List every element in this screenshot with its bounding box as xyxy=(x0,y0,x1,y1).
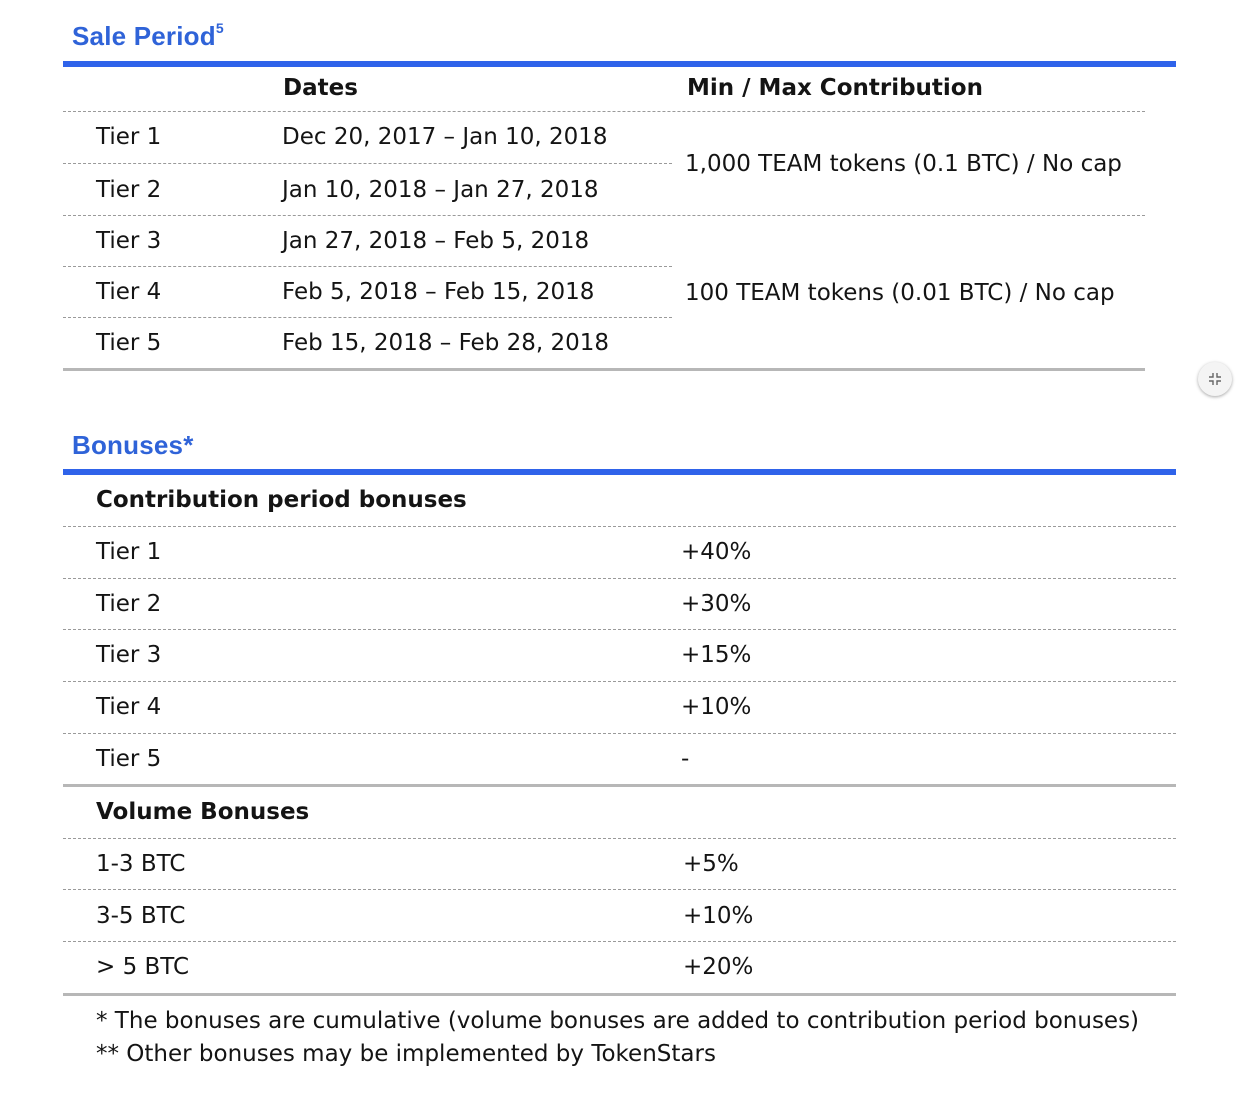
row-divider xyxy=(63,317,672,318)
sale-period-rule xyxy=(63,61,1176,67)
contribution-group-1: 1,000 TEAM tokens (0.1 BTC) / No cap xyxy=(685,151,1122,177)
row-divider xyxy=(63,838,1176,839)
collapse-button[interactable] xyxy=(1198,362,1232,396)
row-divider xyxy=(63,215,1145,216)
footnote-other-bonuses: ** Other bonuses may be implemented by TokenStars xyxy=(96,1041,716,1067)
bonuses-title: Bonuses* xyxy=(72,430,194,460)
tier-dates: Jan 10, 2018 – Jan 27, 2018 xyxy=(282,177,599,203)
bonuses-rule xyxy=(63,469,1176,475)
tier-label: Tier 3 xyxy=(96,228,162,254)
bonus-value: +15% xyxy=(681,642,752,668)
row-divider xyxy=(63,163,672,164)
footnote-cumulative: * The bonuses are cumulative (volume bonuses are added to contribution period bonuses) xyxy=(96,1008,1140,1034)
section-divider xyxy=(63,784,1176,787)
tier-dates: Feb 5, 2018 – Feb 15, 2018 xyxy=(282,279,595,305)
bonus-label: > 5 BTC xyxy=(96,954,190,980)
bonus-value: +30% xyxy=(681,591,752,617)
bonus-value: +10% xyxy=(681,694,752,720)
bonus-value: +5% xyxy=(683,851,739,877)
bonus-label: Tier 1 xyxy=(96,539,162,565)
bonus-label: 1-3 BTC xyxy=(96,851,186,877)
bonus-value: - xyxy=(681,746,690,772)
bonus-label: Tier 2 xyxy=(96,591,162,617)
row-divider xyxy=(63,578,1176,579)
bonus-value: +20% xyxy=(683,954,754,980)
period-bonuses-heading: Contribution period bonuses xyxy=(96,487,467,513)
bonus-value: +10% xyxy=(683,903,754,929)
sale-period-title: Sale Period$^5$ xyxy=(72,20,224,51)
row-divider xyxy=(63,111,1145,112)
row-divider xyxy=(63,629,1176,630)
bonus-label: Tier 5 xyxy=(96,746,162,772)
bonus-value: +40% xyxy=(681,539,752,565)
tier-label: Tier 1 xyxy=(96,124,162,150)
tier-dates: Jan 27, 2018 – Feb 5, 2018 xyxy=(282,228,590,254)
dates-header: Dates xyxy=(283,75,358,101)
footnote-marker: 5 xyxy=(215,20,224,36)
contribution-group-2: 100 TEAM tokens (0.01 BTC) / No cap xyxy=(685,280,1115,306)
collapse-icon xyxy=(1208,372,1222,386)
tier-label: Tier 5 xyxy=(96,330,162,356)
row-divider xyxy=(63,266,672,267)
row-divider xyxy=(63,733,1176,734)
bonus-label: Tier 4 xyxy=(96,694,162,720)
table-bottom-rule xyxy=(63,993,1176,996)
tier-dates: Feb 15, 2018 – Feb 28, 2018 xyxy=(282,330,610,356)
table-bottom-rule xyxy=(63,368,1145,371)
tier-dates: Dec 20, 2017 – Jan 10, 2018 xyxy=(282,124,608,150)
contribution-header: Min / Max Contribution xyxy=(687,75,983,101)
bonus-label: Tier 3 xyxy=(96,642,162,668)
volume-bonuses-heading: Volume Bonuses xyxy=(96,799,310,825)
row-divider xyxy=(63,889,1176,890)
bonus-label: 3-5 BTC xyxy=(96,903,186,929)
tier-label: Tier 4 xyxy=(96,279,162,305)
row-divider xyxy=(63,526,1176,527)
row-divider xyxy=(63,681,1176,682)
tier-label: Tier 2 xyxy=(96,177,162,203)
row-divider xyxy=(63,941,1176,942)
